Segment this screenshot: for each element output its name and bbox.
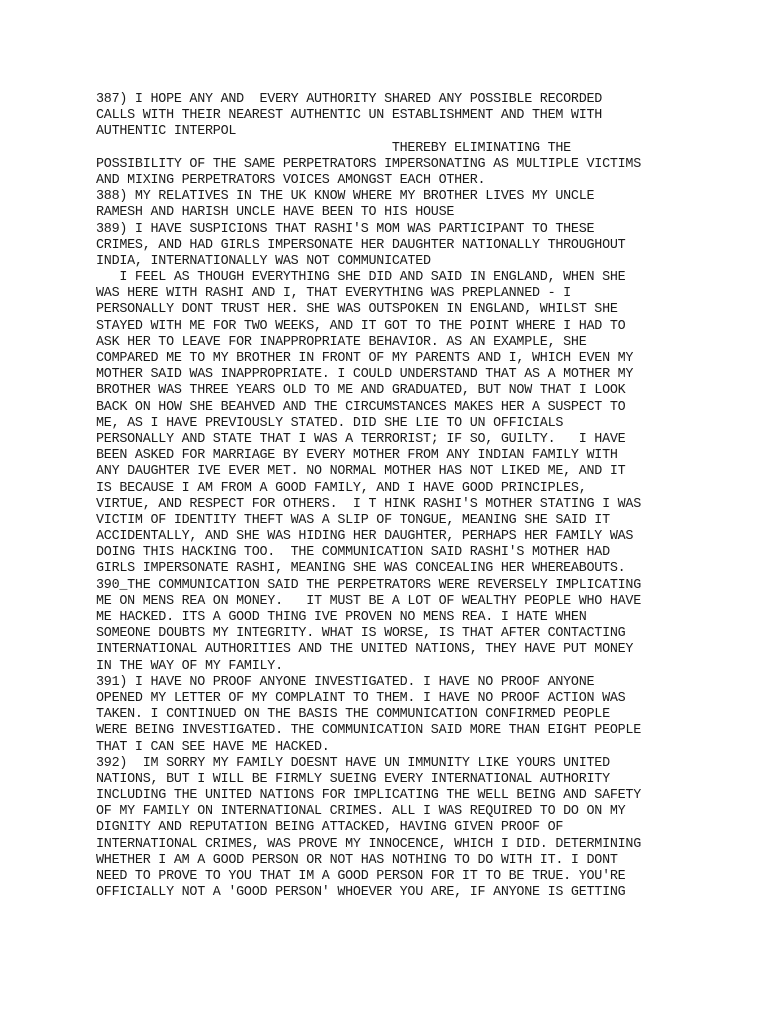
document-line: 392) IM SORRY MY FAMILY DOESNT HAVE UN IMMUNITY LIKE YOURS UNITED — [96, 755, 610, 771]
document-line: INTERNATIONAL AUTHORITIES AND THE UNITED NATIONS, THEY HAVE PUT MONEY — [96, 642, 634, 658]
document-line: ME HACKED. ITS A GOOD THING IVE PROVEN NO MENS REA. I HATE WHEN — [96, 610, 587, 625]
document-line: PERSONALLY AND STATE THAT I WAS A TERRORIST; IF SO, GUILTY. I HAVE — [96, 431, 626, 447]
document-line: ME ON MENS REA ON MONEY. IT MUST BE A LOT OF WEALTHY PEOPLE WHO HAVE — [96, 593, 641, 609]
document-line: WERE BEING INVESTIGATED. THE COMMUNICATION SAID MORE THAN EIGHT PEOPLE — [96, 723, 641, 739]
document-line: 387) I HOPE ANY AND EVERY AUTHORITY SHARED ANY POSSIBLE RECORDED — [96, 92, 603, 107]
document-line: STAYED WITH ME FOR TWO WEEKS, AND IT GOT TO THE POINT WHERE I HAD TO — [96, 318, 626, 334]
document-line: IS BECAUSE I AM FROM A GOOD FAMILY, AND I HAVE GOOD PRINCIPLES, — [96, 480, 587, 496]
document-line: 390_THE COMMUNICATION SAID THE PERPETRATORS WERE REVERSELY IMPLICATING — [96, 577, 641, 593]
document-line: 388) MY RELATIVES IN THE UK KNOW WHERE MY BROTHER LIVES MY UNCLE — [96, 189, 595, 205]
document-line: 389) I HAVE SUSPICIONS THAT RASHI'S MOM WAS PARTICIPANT TO THESE — [96, 221, 595, 237]
document-line: OFFICIALLY NOT A 'GOOD PERSON' WHOEVER YOU ARE, IF ANYONE IS GETTING — [96, 885, 626, 901]
document-line: VIRTUE, AND RESPECT FOR OTHERS. I T HINK RASHI'S MOTHER STATING I WAS — [96, 496, 641, 512]
document-line: PERSONALLY DONT TRUST HER. SHE WAS OUTSPOKEN IN ENGLAND, WHILST SHE — [96, 302, 618, 318]
document-line: NATIONS, BUT I WILL BE FIRMLY SUEING EVERY INTERNATIONAL AUTHORITY — [96, 771, 610, 787]
document-line: DIGNITY AND REPUTATION BEING ATTACKED, HAVING GIVEN PROOF OF — [96, 820, 564, 836]
document-line: ANY DAUGHTER IVE EVER MET. NO NORMAL MOTHER HAS NOT LIKED ME, AND IT — [96, 464, 626, 480]
document-line: 391) I HAVE NO PROOF ANYONE INVESTIGATED. I HAVE NO PROOF ANYONE — [96, 674, 595, 690]
document-line: RAMESH AND HARISH UNCLE HAVE BEEN TO HIS HOUSE — [96, 205, 455, 221]
document-line: SOMEONE DOUBTS MY INTEGRITY. WHAT IS WORSE, IS THAT AFTER CONTACTING — [96, 626, 626, 642]
document-body-text — [96, 92, 696, 901]
document-line: BACK ON HOW SHE BEAHVED AND THE CIRCUMSTANCES MAKES HER A SUSPECT TO — [96, 399, 626, 415]
document-line: CALLS WITH THEIR NEAREST AUTHENTIC UN ESTABLISHMENT AND THEM WITH — [96, 108, 603, 124]
document-line: COMPARED ME TO MY BROTHER IN FRONT OF MY PARENTS AND I, WHICH EVEN MY — [96, 351, 634, 366]
document-line: INTERNATIONAL CRIMES, WAS PROVE MY INNOCENCE, WHICH I DID. DETERMINING — [96, 836, 641, 852]
document-line: NEED TO PROVE TO YOU THAT IM A GOOD PERSON FOR IT TO BE TRUE. YOU'RE — [96, 869, 626, 884]
document-line: VICTIM OF IDENTITY THEFT WAS A SLIP OF TONGUE, MEANING SHE SAID IT — [96, 512, 610, 528]
document-line: OPENED MY LETTER OF MY COMPLAINT TO THEM. I HAVE NO PROOF ACTION WAS — [96, 690, 626, 706]
document-line: THEREBY ELIMINATING THE — [96, 140, 571, 156]
document-line: DOING THIS HACKING TOO. THE COMMUNICATION SAID RASHI'S MOTHER HAD — [96, 545, 610, 561]
document-line: MOTHER SAID WAS INAPPROPRIATE. I COULD UNDERSTAND THAT AS A MOTHER MY — [96, 367, 634, 383]
document-line: CRIMES, AND HAD GIRLS IMPERSONATE HER DAUGHTER NATIONALLY THROUGHOUT — [96, 237, 626, 253]
document-line: POSSIBILITY OF THE SAME PERPETRATORS IMPERSONATING AS MULTIPLE VICTIMS — [96, 156, 641, 172]
document-line: AUTHENTIC INTERPOL — [96, 124, 237, 140]
document-line: OF MY FAMILY ON INTERNATIONAL CRIMES. ALL I WAS REQUIRED TO DO ON MY — [96, 804, 626, 820]
document-line: AND MIXING PERPETRATORS VOICES AMONGST EACH OTHER. — [96, 172, 486, 188]
document-line: I FEEL AS THOUGH EVERYTHING SHE DID AND SAID IN ENGLAND, WHEN SHE — [96, 270, 626, 286]
document-line: TAKEN. I CONTINUED ON THE BASIS THE COMMUNICATION CONFIRMED PEOPLE — [96, 707, 610, 723]
document-line: THAT I CAN SEE HAVE ME HACKED. — [96, 739, 330, 755]
document-line: ASK HER TO LEAVE FOR INAPPROPRIATE BEHAVIOR. AS AN EXAMPLE, SHE — [96, 334, 587, 350]
document-line: ME, AS I HAVE PREVIOUSLY STATED. DID SHE LIE TO UN OFFICIALS — [96, 415, 564, 431]
document-line: GIRLS IMPERSONATE RASHI, MEANING SHE WAS CONCEALING HER WHEREABOUTS. — [96, 561, 626, 577]
document-line: BEEN ASKED FOR MARRIAGE BY EVERY MOTHER FROM ANY INDIAN FAMILY WITH — [96, 448, 618, 464]
document-line: WAS HERE WITH RASHI AND I, THAT EVERYTHING WAS PREPLANNED - I — [96, 286, 571, 302]
document-line: IN THE WAY OF MY FAMILY. — [96, 658, 283, 674]
document-line: INCLUDING THE UNITED NATIONS FOR IMPLICATING THE WELL BEING AND SAFETY — [96, 788, 641, 804]
document-line: BROTHER WAS THREE YEARS OLD TO ME AND GRADUATED, BUT NOW THAT I LOOK — [96, 383, 626, 399]
document-line: WHETHER I AM A GOOD PERSON OR NOT HAS NOTHING TO DO WITH IT. I DONT — [96, 852, 618, 868]
document-line: INDIA, INTERNATIONALLY WAS NOT COMMUNICATED — [96, 253, 431, 269]
document-line: ACCIDENTALLY, AND SHE WAS HIDING HER DAUGHTER, PERHAPS HER FAMILY WAS — [96, 529, 634, 545]
